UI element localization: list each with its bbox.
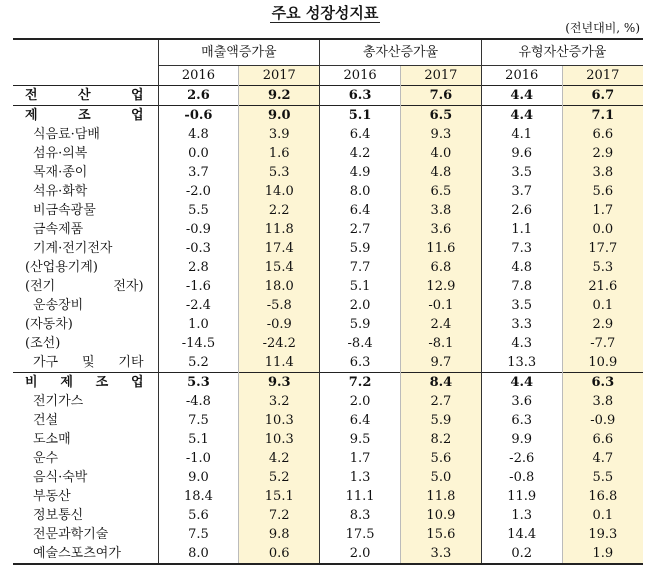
row-label: 제 조 업: [13, 106, 158, 126]
value-cell: -0.8: [481, 468, 562, 487]
row-label: 석유·화학: [33, 184, 88, 199]
value-cell: 10.9: [400, 506, 481, 525]
value-cell: -2.0: [158, 182, 239, 201]
table-row: [13, 449, 643, 468]
value-cell: 5.2: [158, 353, 239, 373]
table-row: [13, 86, 643, 106]
value-cell: 5.5: [158, 201, 239, 220]
value-cell: 3.5: [481, 163, 562, 182]
table-row: [13, 506, 643, 525]
title-text: 주요 성장성지표: [271, 4, 379, 22]
value-cell: 17.7: [562, 239, 643, 258]
value-cell: 11.9: [481, 487, 562, 506]
row-label: 건설: [33, 413, 59, 428]
table-row: [13, 163, 643, 182]
value-cell: 8.3: [320, 506, 401, 525]
value-cell: -2.4: [158, 296, 239, 315]
value-cell: 1.7: [562, 201, 643, 220]
value-cell: -14.5: [158, 334, 239, 353]
value-cell: 4.8: [158, 125, 239, 144]
row-label: 도소매: [33, 432, 71, 447]
value-cell: 4.4: [481, 373, 562, 393]
value-cell: 0.6: [239, 544, 320, 564]
header-blank: [13, 39, 158, 66]
value-cell: 11.1: [320, 487, 401, 506]
value-cell: 4.3: [481, 334, 562, 353]
row-label: (전기 전자): [25, 279, 144, 294]
value-cell: 21.6: [562, 277, 643, 296]
value-cell: -8.4: [320, 334, 401, 353]
value-cell: -1.0: [158, 449, 239, 468]
value-cell: 11.8: [400, 487, 481, 506]
value-cell: 7.2: [320, 373, 401, 393]
value-cell: 2.0: [320, 544, 401, 564]
value-cell: 12.9: [400, 277, 481, 296]
value-cell: -0.9: [158, 220, 239, 239]
value-cell: 8.2: [400, 430, 481, 449]
value-cell: 7.8: [481, 277, 562, 296]
value-cell: 3.6: [400, 220, 481, 239]
value-cell: 0.2: [481, 544, 562, 564]
row-label: 목재·종이: [33, 165, 88, 180]
value-cell: 0.1: [562, 296, 643, 315]
value-cell: -0.1: [400, 296, 481, 315]
value-cell: 5.6: [562, 182, 643, 201]
value-cell: -0.3: [158, 239, 239, 258]
row-label: 정보통신: [33, 508, 84, 523]
table-row: [13, 239, 643, 258]
value-cell: 4.2: [239, 449, 320, 468]
value-cell: 4.8: [400, 163, 481, 182]
value-cell: 11.4: [239, 353, 320, 373]
value-cell: 14.4: [481, 525, 562, 544]
value-cell: 4.4: [481, 86, 562, 106]
value-cell: 10.3: [239, 411, 320, 430]
value-cell: 2.7: [320, 220, 401, 239]
value-cell: -8.1: [400, 334, 481, 353]
value-cell: 0.0: [158, 144, 239, 163]
value-cell: 3.8: [562, 392, 643, 411]
table-row: [13, 296, 643, 315]
value-cell: 9.2: [239, 86, 320, 106]
value-cell: 15.4: [239, 258, 320, 277]
value-cell: -4.8: [158, 392, 239, 411]
value-cell: 5.6: [400, 449, 481, 468]
value-cell: 1.7: [320, 449, 401, 468]
value-cell: 6.6: [562, 430, 643, 449]
table-row: [13, 201, 643, 220]
row-label: 가구 및 기타: [33, 355, 144, 370]
value-cell: 5.9: [320, 239, 401, 258]
row-label: 섬유·의복: [33, 146, 88, 161]
page-title: [0, 2, 650, 23]
value-cell: -2.6: [481, 449, 562, 468]
table-row: [13, 220, 643, 239]
value-cell: 2.4: [400, 315, 481, 334]
value-cell: 6.3: [562, 373, 643, 393]
value-cell: 8.0: [158, 544, 239, 564]
growth-indicators-table: [13, 38, 643, 565]
value-cell: -0.9: [562, 411, 643, 430]
value-cell: 8.0: [320, 182, 401, 201]
value-cell: 2.6: [158, 86, 239, 106]
table-row: [13, 125, 643, 144]
table-row: [13, 430, 643, 449]
header-year: 2016: [481, 66, 562, 86]
value-cell: 6.5: [400, 182, 481, 201]
row-label: 전문과학기술: [33, 527, 109, 542]
unit-note: (전년대비, %): [565, 21, 640, 35]
value-cell: 8.4: [400, 373, 481, 393]
value-cell: 3.8: [562, 163, 643, 182]
value-cell: 6.4: [320, 201, 401, 220]
value-cell: 10.9: [562, 353, 643, 373]
table-row: [13, 411, 643, 430]
value-cell: -5.8: [239, 296, 320, 315]
header-year: 2017: [400, 66, 481, 86]
value-cell: 3.3: [400, 544, 481, 564]
value-cell: 1.3: [320, 468, 401, 487]
value-cell: 4.1: [481, 125, 562, 144]
value-cell: 3.8: [400, 201, 481, 220]
table-row: [13, 525, 643, 544]
value-cell: 7.1: [562, 106, 643, 126]
value-cell: 2.0: [320, 296, 401, 315]
value-cell: 7.6: [400, 86, 481, 106]
value-cell: 6.6: [562, 125, 643, 144]
value-cell: 3.9: [239, 125, 320, 144]
value-cell: 2.7: [400, 392, 481, 411]
value-cell: 5.9: [320, 315, 401, 334]
header-year: 2016: [320, 66, 401, 86]
value-cell: 5.5: [562, 468, 643, 487]
value-cell: 5.1: [158, 430, 239, 449]
value-cell: 16.8: [562, 487, 643, 506]
table-row: [13, 544, 643, 564]
table-row: [13, 487, 643, 506]
table-row: [13, 144, 643, 163]
row-label: 운송장비: [33, 298, 84, 313]
table-row: [13, 277, 643, 296]
value-cell: 1.1: [481, 220, 562, 239]
value-cell: 6.3: [320, 86, 401, 106]
value-cell: 9.9: [481, 430, 562, 449]
value-cell: 3.6: [481, 392, 562, 411]
value-cell: 9.7: [400, 353, 481, 373]
value-cell: 14.0: [239, 182, 320, 201]
table-row: [13, 373, 643, 393]
value-cell: 5.9: [400, 411, 481, 430]
value-cell: 6.4: [320, 411, 401, 430]
table-row: [13, 334, 643, 353]
header-year: 2017: [239, 66, 320, 86]
value-cell: -24.2: [239, 334, 320, 353]
value-cell: 2.9: [562, 315, 643, 334]
value-cell: 3.2: [239, 392, 320, 411]
value-cell: 17.4: [239, 239, 320, 258]
value-cell: 7.3: [481, 239, 562, 258]
value-cell: -7.7: [562, 334, 643, 353]
value-cell: 7.5: [158, 525, 239, 544]
table-row: [13, 392, 643, 411]
value-cell: 4.4: [481, 106, 562, 126]
value-cell: 9.0: [239, 106, 320, 126]
row-label: (조선): [25, 336, 61, 351]
value-cell: 5.3: [239, 163, 320, 182]
header-blank-2: [13, 66, 158, 86]
value-cell: -1.6: [158, 277, 239, 296]
row-label: 전기가스: [33, 394, 84, 409]
value-cell: 5.1: [320, 106, 401, 126]
value-cell: 4.2: [320, 144, 401, 163]
value-cell: 5.0: [400, 468, 481, 487]
value-cell: 5.3: [158, 373, 239, 393]
value-cell: -0.9: [239, 315, 320, 334]
value-cell: 15.6: [400, 525, 481, 544]
table-body: [13, 86, 643, 565]
value-cell: 9.8: [239, 525, 320, 544]
row-label: 금속제품: [33, 222, 84, 237]
table-row: [13, 468, 643, 487]
row-label: (자동차): [25, 317, 73, 332]
value-cell: 5.3: [562, 258, 643, 277]
value-cell: 2.9: [562, 144, 643, 163]
table-row: [13, 182, 643, 201]
value-cell: 18.0: [239, 277, 320, 296]
header-sales-growth: 매출액증가율: [158, 39, 320, 66]
value-cell: 4.8: [481, 258, 562, 277]
header-total-assets-growth: 총자산증가율: [320, 39, 482, 66]
header-year: 2016: [158, 66, 239, 86]
value-cell: 6.7: [562, 86, 643, 106]
value-cell: 9.6: [481, 144, 562, 163]
value-cell: 2.2: [239, 201, 320, 220]
value-cell: 15.1: [239, 487, 320, 506]
value-cell: 3.5: [481, 296, 562, 315]
value-cell: 4.0: [400, 144, 481, 163]
value-cell: 4.7: [562, 449, 643, 468]
row-label: 전 산 업: [13, 86, 158, 106]
value-cell: 11.6: [400, 239, 481, 258]
header-tangible-assets-growth: 유형자산증가율: [481, 39, 643, 66]
value-cell: 7.5: [158, 411, 239, 430]
value-cell: 18.4: [158, 487, 239, 506]
row-label: 식음료·담배: [33, 127, 100, 142]
value-cell: 2.6: [481, 201, 562, 220]
value-cell: 3.7: [158, 163, 239, 182]
table-row: [13, 258, 643, 277]
value-cell: 19.3: [562, 525, 643, 544]
value-cell: 1.0: [158, 315, 239, 334]
header-year: 2017: [562, 66, 643, 86]
row-label: 예술스포츠여가: [13, 544, 158, 564]
value-cell: 0.1: [562, 506, 643, 525]
value-cell: 0.0: [562, 220, 643, 239]
value-cell: 3.7: [481, 182, 562, 201]
value-cell: 17.5: [320, 525, 401, 544]
value-cell: 1.9: [562, 544, 643, 564]
row-label: 부동산: [33, 489, 71, 504]
value-cell: 1.6: [239, 144, 320, 163]
row-label: 비금속광물: [33, 203, 96, 218]
row-label: (산업용기계): [25, 260, 98, 275]
value-cell: 9.0: [158, 468, 239, 487]
row-label: 기계·전기전자: [33, 241, 113, 256]
value-cell: 6.3: [481, 411, 562, 430]
value-cell: 13.3: [481, 353, 562, 373]
value-cell: 11.8: [239, 220, 320, 239]
value-cell: 1.3: [481, 506, 562, 525]
value-cell: 6.5: [400, 106, 481, 126]
row-label: 비 제 조 업: [13, 373, 158, 393]
value-cell: 2.8: [158, 258, 239, 277]
value-cell: 7.7: [320, 258, 401, 277]
table-row: [13, 315, 643, 334]
value-cell: 4.9: [320, 163, 401, 182]
value-cell: 2.0: [320, 392, 401, 411]
value-cell: 5.6: [158, 506, 239, 525]
value-cell: 9.3: [400, 125, 481, 144]
value-cell: 3.3: [481, 315, 562, 334]
table-row: [13, 353, 643, 373]
row-label: 운수: [33, 451, 59, 466]
value-cell: 5.2: [239, 468, 320, 487]
value-cell: 10.3: [239, 430, 320, 449]
value-cell: 6.4: [320, 125, 401, 144]
value-cell: 9.3: [239, 373, 320, 393]
value-cell: 9.5: [320, 430, 401, 449]
value-cell: 6.3: [320, 353, 401, 373]
value-cell: -0.6: [158, 106, 239, 126]
value-cell: 7.2: [239, 506, 320, 525]
table-row: [13, 106, 643, 126]
value-cell: 5.1: [320, 277, 401, 296]
row-label: 음식·숙박: [33, 470, 88, 485]
value-cell: 6.8: [400, 258, 481, 277]
